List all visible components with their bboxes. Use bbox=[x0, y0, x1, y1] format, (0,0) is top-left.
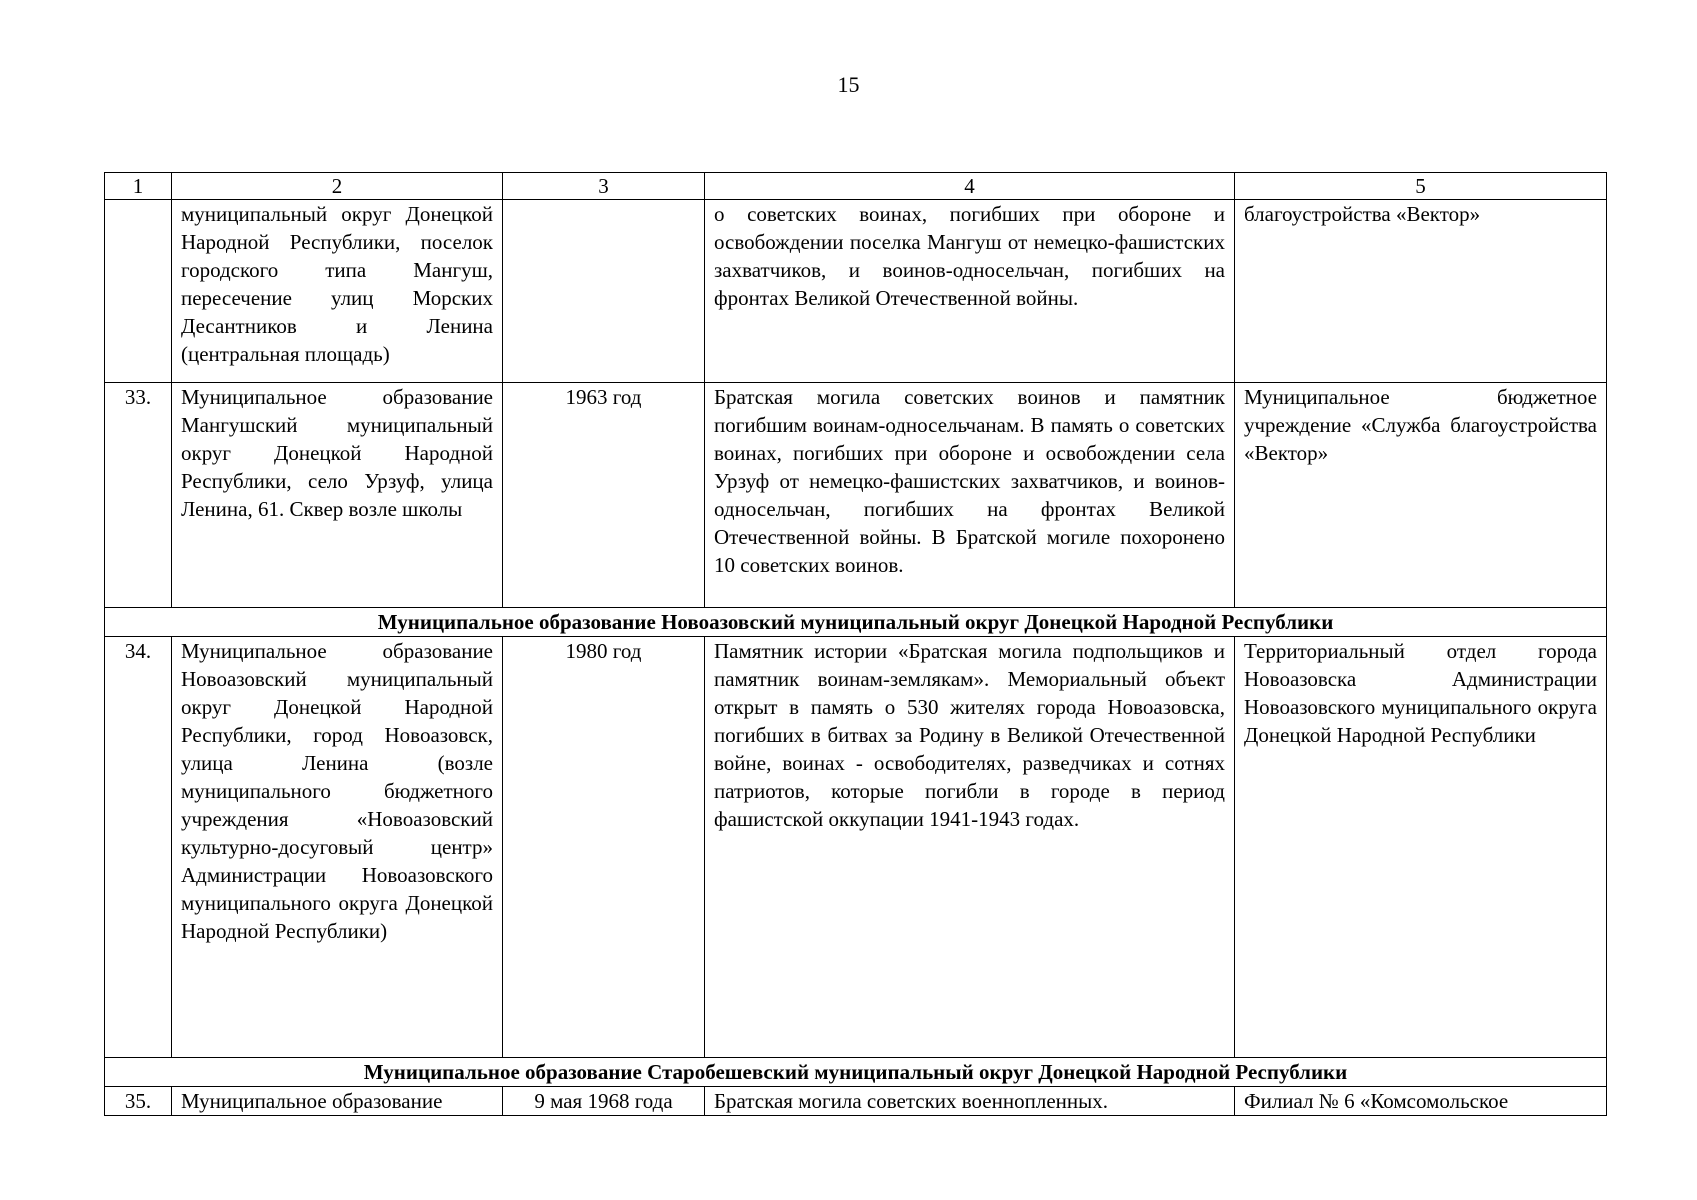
section-title: Муниципальное образование Старобешевский муниципальный округ Донецкой Народной Республики bbox=[105, 1058, 1607, 1087]
column-number-row bbox=[105, 173, 1607, 200]
section-row bbox=[105, 608, 1607, 637]
row-number: 34. bbox=[105, 637, 172, 1058]
date-cell: 1980 год bbox=[503, 637, 705, 1058]
location-cell: Муниципальное образование bbox=[172, 1087, 503, 1116]
location-cell: Муниципальное образование Мангушский муниципальный округ Донецкой Народной Республики, село Урзуф, улица Ленина, 61. Сквер возле школы bbox=[172, 383, 503, 608]
description-cell: Братская могила советских военнопленных. bbox=[705, 1087, 1235, 1116]
date-cell: 1963 год bbox=[503, 383, 705, 608]
column-header-3: 3 bbox=[503, 173, 705, 200]
owner-cell: Территориальный отдел города Новоазовска Администрации Новоазовского муниципального округа Донецкой Народной Республики bbox=[1235, 637, 1607, 1058]
description-cell: о советских воинах, погибших при обороне и освобождении поселка Мангуш от немецко-фашистских захватчиков, и воинов-односельчан, погибших на фронтах Великой Отечественной войны. bbox=[705, 200, 1235, 383]
row-number: 33. bbox=[105, 383, 172, 608]
row-number: 35. bbox=[105, 1087, 172, 1116]
table-row bbox=[105, 383, 1607, 608]
owner-cell: Муниципальное бюджетное учреждение «Служба благоустройства «Вектор» bbox=[1235, 383, 1607, 608]
column-header-4: 4 bbox=[705, 173, 1235, 200]
description-cell: Памятник истории «Братская могила подпольщиков и памятник воинам-землякам». Мемориальный объект открыт в память о 530 жителях города Новоазовска, погибших в битвах за Родину в Великой Отечественной войне, воинах - освободителях, разведчиках и сотнях патриотов, которые погибли в городе в период фашистской оккупации 1941-1943 годах. bbox=[705, 637, 1235, 1058]
page-number: 15 bbox=[837, 72, 860, 97]
section-title: Муниципальное образование Новоазовский муниципальный округ Донецкой Народной Республики bbox=[105, 608, 1607, 637]
owner-cell: благоустройства «Вектор» bbox=[1235, 200, 1607, 383]
date-cell bbox=[503, 200, 705, 383]
location-cell: Муниципальное образование Новоазовский муниципальный округ Донецкой Народной Республики, город Новоазовск, улица Ленина (возле муниципального бюджетного учреждения «Новоазовский культурно-досуговый центр» Администрации Новоазовского муниципального округа Донецкой Народной Республики) bbox=[172, 637, 503, 1058]
row-number bbox=[105, 200, 172, 383]
column-header-5: 5 bbox=[1235, 173, 1607, 200]
table-row bbox=[105, 1087, 1607, 1116]
column-header-1: 1 bbox=[105, 173, 172, 200]
description-cell: Братская могила советских воинов и памятник погибшим воинам-односельчанам. В память о советских воинах, погибших при обороне и освобождении села Урзуф от немецко-фашистских захватчиков, и воинов-односельчан, погибших на фронтах Великой Отечественной войны. В Братской могиле похоронено 10 советских воинов. bbox=[705, 383, 1235, 608]
location-cell: муниципальный округ Донецкой Народной Республики, поселок городского типа Мангуш, пересечение улиц Морских Десантников и Ленина (центральная площадь) bbox=[172, 200, 503, 383]
monuments-table bbox=[104, 172, 1607, 1116]
table-row bbox=[105, 200, 1607, 383]
owner-cell: Филиал № 6 «Комсомольское bbox=[1235, 1087, 1607, 1116]
section-row bbox=[105, 1058, 1607, 1087]
date-cell: 9 мая 1968 года bbox=[503, 1087, 705, 1116]
column-header-2: 2 bbox=[172, 173, 503, 200]
table-row bbox=[105, 637, 1607, 1058]
